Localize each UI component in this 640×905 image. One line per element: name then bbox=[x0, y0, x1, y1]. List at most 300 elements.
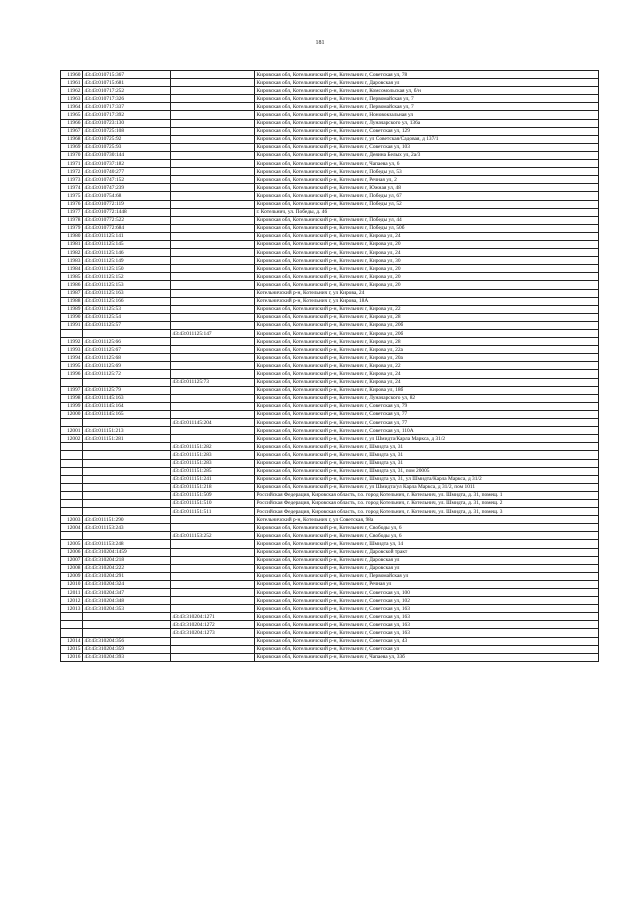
sub-cadastral-number bbox=[171, 249, 255, 257]
row-number bbox=[61, 443, 83, 451]
address: Котельничский р-н, Котельнич г, ул Советская, 98а bbox=[255, 516, 599, 524]
row-number: 11973 bbox=[61, 176, 83, 184]
table-row bbox=[61, 273, 599, 281]
address: Кировская обл, Котельничский р-н, Котельнич г, Кирова ул, 20а bbox=[255, 354, 599, 362]
sub-cadastral-number bbox=[171, 564, 255, 572]
table-row bbox=[61, 119, 599, 127]
table-row bbox=[61, 71, 599, 79]
table-row bbox=[61, 281, 599, 289]
sub-cadastral-number bbox=[171, 313, 255, 321]
cadastral-number bbox=[83, 467, 171, 475]
row-number bbox=[61, 483, 83, 491]
sub-cadastral-number bbox=[171, 160, 255, 168]
address: Кировская обл, Котельничский р-н, Котельнич г, Кирова ул, 20 bbox=[255, 240, 599, 248]
property-register-table bbox=[60, 70, 599, 662]
sub-cadastral-number bbox=[171, 289, 255, 297]
sub-cadastral-number bbox=[171, 240, 255, 248]
row-number: 11965 bbox=[61, 111, 83, 119]
cadastral-number: 43:43:010723:130 bbox=[83, 119, 171, 127]
table-row bbox=[61, 362, 599, 370]
sub-cadastral-number bbox=[171, 354, 255, 362]
cadastral-number: 43:43:010717:337 bbox=[83, 103, 171, 111]
sub-cadastral-number bbox=[171, 362, 255, 370]
sub-cadastral-number: 43:43:011153:252 bbox=[171, 532, 255, 540]
row-number: 11979 bbox=[61, 224, 83, 232]
table-row bbox=[61, 265, 599, 273]
sub-cadastral-number bbox=[171, 297, 255, 305]
table-row bbox=[61, 621, 599, 629]
sub-cadastral-number bbox=[171, 79, 255, 87]
address: Кировская обл, Котельничский р-н, Котельнич г, Кирова ул, 24 bbox=[255, 249, 599, 257]
address: Кировская обл, Котельничский р-н, Котельнич г, Кирова ул, 22а bbox=[255, 346, 599, 354]
table-row bbox=[61, 589, 599, 597]
sub-cadastral-number bbox=[171, 524, 255, 532]
address: Кировская обл, Котельничский р-н, Котельнич г, Свободы ул, 6 bbox=[255, 524, 599, 532]
address: Кировская обл, Котельничский р-н, Котельнич г, Победы ул, 52 bbox=[255, 200, 599, 208]
table-row bbox=[61, 386, 599, 394]
address: Кировская обл, Котельничский р-н, Котельнич г, Первомайская ул, 7 bbox=[255, 103, 599, 111]
cadastral-number: 43:43:010725:93 bbox=[83, 143, 171, 151]
cadastral-number: 43:43:011125:149 bbox=[83, 257, 171, 265]
table-row bbox=[61, 548, 599, 556]
sub-cadastral-number bbox=[171, 95, 255, 103]
table-row bbox=[61, 451, 599, 459]
table-row bbox=[61, 346, 599, 354]
cadastral-number bbox=[83, 483, 171, 491]
cadastral-number: 43:43:011125:53 bbox=[83, 305, 171, 313]
row-number: 11985 bbox=[61, 273, 83, 281]
sub-cadastral-number bbox=[171, 232, 255, 240]
sub-cadastral-number: 43:43:011151:282 bbox=[171, 443, 255, 451]
table-row bbox=[61, 95, 599, 103]
table-row bbox=[61, 160, 599, 168]
sub-cadastral-number bbox=[171, 637, 255, 645]
cadastral-number bbox=[83, 499, 171, 507]
address: Кировская обл, Котельничский р-н, Котельнич г, Советская ул, 163 bbox=[255, 629, 599, 637]
row-number: 12006 bbox=[61, 548, 83, 556]
address: Кировская обл, Котельничский р-н, Котельнич г, Кирова ул, 28 bbox=[255, 313, 599, 321]
sub-cadastral-number bbox=[171, 597, 255, 605]
row-number: 11964 bbox=[61, 103, 83, 111]
cadastral-number: 43:43:011125:69 bbox=[83, 362, 171, 370]
sub-cadastral-number bbox=[171, 548, 255, 556]
sub-cadastral-number bbox=[171, 410, 255, 418]
table-row bbox=[61, 297, 599, 305]
row-number bbox=[61, 532, 83, 540]
cadastral-number: 43:43:011125:145 bbox=[83, 240, 171, 248]
row-number: 11977 bbox=[61, 208, 83, 216]
table-row bbox=[61, 556, 599, 564]
row-number bbox=[61, 459, 83, 467]
table-row bbox=[61, 443, 599, 451]
row-number: 12007 bbox=[61, 556, 83, 564]
address: Кировская обл, Котельничский р-н, Котельнич г, Кирова ул, 20б bbox=[255, 330, 599, 338]
table-row bbox=[61, 176, 599, 184]
address: Кировская обл, Котельничский р-н, Котельнич г, Кирова ул, 18б bbox=[255, 386, 599, 394]
table-row bbox=[61, 605, 599, 613]
address: Кировская обл, Котельничский р-н, Котельнич г, Кирова ул, 30 bbox=[255, 257, 599, 265]
row-number: 11960 bbox=[61, 71, 83, 79]
row-number bbox=[61, 508, 83, 516]
cadastral-number: 43:43:310204:1459 bbox=[83, 548, 171, 556]
sub-cadastral-number: 43:43:011125:73 bbox=[171, 378, 255, 386]
table-row bbox=[61, 127, 599, 135]
sub-cadastral-number bbox=[171, 281, 255, 289]
sub-cadastral-number bbox=[171, 273, 255, 281]
sub-cadastral-number bbox=[171, 346, 255, 354]
row-number: 11963 bbox=[61, 95, 83, 103]
cadastral-number: 43:43:011145:164 bbox=[83, 402, 171, 410]
row-number: 12002 bbox=[61, 435, 83, 443]
table-row bbox=[61, 257, 599, 265]
row-number: 11975 bbox=[61, 192, 83, 200]
address: Кировская обл, Котельничский р-н, Котельнич г, Кирова ул, 24 bbox=[255, 232, 599, 240]
cadastral-number: 43:43:010772:684 bbox=[83, 224, 171, 232]
address: Кировская обл, Котельничский р-н, Котельнич г, Деяина Белых ул, 2а/3 bbox=[255, 151, 599, 159]
address: Кировская обл, Котельничский р-н, Котельнич г, Речная ул, 2 bbox=[255, 176, 599, 184]
address: Кировская обл, Котельничский р-н, Котельнич г, Луначарского ул, 82 bbox=[255, 394, 599, 402]
table-row bbox=[61, 475, 599, 483]
address: Кировская обл, Котельничский р-н, Котельнич г, Советская ул, 102 bbox=[255, 597, 599, 605]
address: Кировская обл, Котельничский р-н, Котельнич г, Чапаева ул, 6 bbox=[255, 160, 599, 168]
address: Кировская обл, Котельничский р-н, Котельнич г, Советская ул, 163 bbox=[255, 613, 599, 621]
cadastral-number: 43:43:011125:146 bbox=[83, 249, 171, 257]
address: Российская Федерация, Кировская область, г.о. город Котельнич, г. Котельнич, ул. Шмидта, д. 31, помещ. 1 bbox=[255, 491, 599, 499]
cadastral-number bbox=[83, 508, 171, 516]
table-row bbox=[61, 330, 599, 338]
sub-cadastral-number bbox=[171, 338, 255, 346]
table-row bbox=[61, 580, 599, 588]
table-row bbox=[61, 151, 599, 159]
address: Кировская обл, Котельничский р-н, Котельнич г, Даровская ул bbox=[255, 79, 599, 87]
cadastral-number: 43:43:011125:150 bbox=[83, 265, 171, 273]
address: Кировская обл, Котельничский р-н, Котельнич г, Победы ул, 67 bbox=[255, 192, 599, 200]
address: Кировская обл, Котельничский р-н, Котельнич г, Шмидта ул, 14 bbox=[255, 540, 599, 548]
cadastral-number bbox=[83, 532, 171, 540]
row-number: 12009 bbox=[61, 572, 83, 580]
cadastral-number: 43:43:011145:165 bbox=[83, 410, 171, 418]
address: Кировская обл, Котельничский р-н, Котельнич г, Советская ул, 79 bbox=[255, 402, 599, 410]
cadastral-number: 43:43:011151:213 bbox=[83, 427, 171, 435]
table-row bbox=[61, 540, 599, 548]
sub-cadastral-number bbox=[171, 321, 255, 329]
sub-cadastral-number bbox=[171, 127, 255, 135]
address: Кировская обл, Котельничский р-н, Котельнич г, Даровская ул bbox=[255, 564, 599, 572]
address: Кировская обл, Котельничский р-н, Котельнич г, Советская ул, 43 bbox=[255, 637, 599, 645]
table-row bbox=[61, 435, 599, 443]
sub-cadastral-number bbox=[171, 192, 255, 200]
table-row bbox=[61, 597, 599, 605]
cadastral-number bbox=[83, 475, 171, 483]
row-number bbox=[61, 475, 83, 483]
table-row bbox=[61, 338, 599, 346]
cadastral-number: 43:43:310204:353 bbox=[83, 605, 171, 613]
address: Кировская обл, Котельничский р-н, Котельнич г, Свободы ул, 6 bbox=[255, 532, 599, 540]
cadastral-number: 43:43:011125:57 bbox=[83, 321, 171, 329]
cadastral-number: 43:43:010725:92 bbox=[83, 135, 171, 143]
sub-cadastral-number bbox=[171, 111, 255, 119]
row-number: 11995 bbox=[61, 362, 83, 370]
cadastral-number: 43:43:011145:163 bbox=[83, 394, 171, 402]
sub-cadastral-number bbox=[171, 645, 255, 653]
cadastral-number: 43:43:011125:68 bbox=[83, 354, 171, 362]
table-row bbox=[61, 208, 599, 216]
table-row bbox=[61, 508, 599, 516]
row-number: 11986 bbox=[61, 281, 83, 289]
row-number bbox=[61, 499, 83, 507]
address: Кировская обл, Котельничский р-н, Котельнич г, Южная ул, 48 bbox=[255, 184, 599, 192]
address: Кировская обл, Котельничский р-н, Котельнич г, Кирова ул, 22 bbox=[255, 305, 599, 313]
sub-cadastral-number bbox=[171, 208, 255, 216]
sub-cadastral-number bbox=[171, 87, 255, 95]
sub-cadastral-number bbox=[171, 168, 255, 176]
table-row bbox=[61, 653, 599, 661]
cadastral-number: 43:43:010725:108 bbox=[83, 127, 171, 135]
table-row bbox=[61, 184, 599, 192]
address: Кировская обл, Котельничский р-н, Котельнич г, Кирова ул, 20б bbox=[255, 321, 599, 329]
row-number: 12011 bbox=[61, 589, 83, 597]
row-number: 11976 bbox=[61, 200, 83, 208]
cadastral-number: 43:43:310204:347 bbox=[83, 589, 171, 597]
cadastral-number: 43:43:310204:218 bbox=[83, 556, 171, 564]
sub-cadastral-number: 43:43:011145:204 bbox=[171, 419, 255, 427]
cadastral-number: 43:43:011153:243 bbox=[83, 524, 171, 532]
cadastral-number: 43:43:010717:252 bbox=[83, 87, 171, 95]
sub-cadastral-number bbox=[171, 540, 255, 548]
row-number: 11998 bbox=[61, 394, 83, 402]
address: Кировская обл, Котельничский р-н, Котельнич г, Луначарского ул, 136а bbox=[255, 119, 599, 127]
row-number bbox=[61, 613, 83, 621]
address: г. Котельнич, ул. Победы, д. 46 bbox=[255, 208, 599, 216]
row-number bbox=[61, 621, 83, 629]
row-number: 11996 bbox=[61, 370, 83, 378]
cadastral-number: 43:43:011125:66 bbox=[83, 338, 171, 346]
row-number: 11997 bbox=[61, 386, 83, 394]
cadastral-number: 43:43:310204:393 bbox=[83, 653, 171, 661]
sub-cadastral-number bbox=[171, 103, 255, 111]
cadastral-number: 43:43:011125:166 bbox=[83, 297, 171, 305]
cadastral-number: 43:43:310204:359 bbox=[83, 645, 171, 653]
table-row bbox=[61, 532, 599, 540]
cadastral-number bbox=[83, 491, 171, 499]
sub-cadastral-number bbox=[171, 386, 255, 394]
table-row bbox=[61, 87, 599, 95]
sub-cadastral-number bbox=[171, 435, 255, 443]
row-number: 11992 bbox=[61, 338, 83, 346]
sub-cadastral-number bbox=[171, 257, 255, 265]
row-number: 11972 bbox=[61, 168, 83, 176]
table-row bbox=[61, 232, 599, 240]
table-row bbox=[61, 200, 599, 208]
table-row bbox=[61, 499, 599, 507]
address: Кировская обл, Котельничский р-н, Котельнич г, Первомайская ул bbox=[255, 572, 599, 580]
sub-cadastral-number bbox=[171, 572, 255, 580]
table-row bbox=[61, 354, 599, 362]
address: Кировская обл, Котельничский р-н, Котельнич г, Советская ул, 103 bbox=[255, 143, 599, 151]
table-row bbox=[61, 79, 599, 87]
cadastral-number: 43:43:010772:119 bbox=[83, 200, 171, 208]
row-number bbox=[61, 629, 83, 637]
table-row bbox=[61, 637, 599, 645]
sub-cadastral-number: 43:43:310204:1272 bbox=[171, 621, 255, 629]
table-row bbox=[61, 143, 599, 151]
table-row bbox=[61, 216, 599, 224]
cadastral-number: 43:43:010730:144 bbox=[83, 151, 171, 159]
table-row bbox=[61, 467, 599, 475]
cadastral-number: 43:43:011125:79 bbox=[83, 386, 171, 394]
address: Кировская обл, Котельничский р-н, Котельнич г, Шмидта ул, 31 bbox=[255, 459, 599, 467]
cadastral-number: 43:43:010717:326 bbox=[83, 95, 171, 103]
sub-cadastral-number bbox=[171, 224, 255, 232]
table-row bbox=[61, 516, 599, 524]
sub-cadastral-number bbox=[171, 135, 255, 143]
table-row bbox=[61, 491, 599, 499]
sub-cadastral-number bbox=[171, 427, 255, 435]
row-number: 11991 bbox=[61, 321, 83, 329]
cadastral-number: 43:43:011125:72 bbox=[83, 370, 171, 378]
sub-cadastral-number: 43:43:011151:283 bbox=[171, 451, 255, 459]
sub-cadastral-number bbox=[171, 216, 255, 224]
table-row bbox=[61, 629, 599, 637]
table-row bbox=[61, 135, 599, 143]
sub-cadastral-number bbox=[171, 516, 255, 524]
address: Кировская обл, Котельничский р-н, Котельнич г, Советская ул, 129 bbox=[255, 127, 599, 135]
address: Кировская обл, Котельничский р-н, Котельнич г, Советская ул bbox=[255, 645, 599, 653]
row-number: 12013 bbox=[61, 605, 83, 613]
row-number: 11999 bbox=[61, 402, 83, 410]
sub-cadastral-number: 43:43:310204:1273 bbox=[171, 629, 255, 637]
table-row bbox=[61, 459, 599, 467]
address: Кировская обл, Котельничский р-н, Котельнич г, Советская ул, 163 bbox=[255, 621, 599, 629]
cadastral-number bbox=[83, 459, 171, 467]
address: Кировская обл, Котельничский р-н, Котельнич г, Победы ул, 44 bbox=[255, 216, 599, 224]
sub-cadastral-number bbox=[171, 556, 255, 564]
row-number: 11966 bbox=[61, 119, 83, 127]
table-row bbox=[61, 483, 599, 491]
cadastral-number bbox=[83, 378, 171, 386]
address: Российская Федерация, Кировская область, г.о. город Котельнич, г. Котельнич, ул. Шмидта, д. 31, помещ. 3 bbox=[255, 508, 599, 516]
row-number: 11989 bbox=[61, 305, 83, 313]
sub-cadastral-number: 43:43:011151:241 bbox=[171, 475, 255, 483]
sub-cadastral-number bbox=[171, 653, 255, 661]
sub-cadastral-number bbox=[171, 151, 255, 159]
address: Кировская обл, Котельничский р-н, Котельнич г, ул Шмидта/ул Карла Маркса, д 31/2, пом 1011 bbox=[255, 483, 599, 491]
address: Кировская обл, Котельничский р-н, Котельнич г, Советская ул, 77 bbox=[255, 419, 599, 427]
row-number: 11994 bbox=[61, 354, 83, 362]
row-number: 11987 bbox=[61, 289, 83, 297]
address: Кировская обл, Котельничский р-н, Котельнич г, Шмидта ул, 31, ул Шмидта/Карла Маркса, д 31/2 bbox=[255, 475, 599, 483]
sub-cadastral-number bbox=[171, 402, 255, 410]
address: Кировская обл, Котельничский р-н, Котельнич г, Речная ул bbox=[255, 580, 599, 588]
table-row bbox=[61, 564, 599, 572]
table-row bbox=[61, 249, 599, 257]
address: Кировская обл, Котельничский р-н, Котельнич г, Кирова ул, 28 bbox=[255, 338, 599, 346]
sub-cadastral-number bbox=[171, 143, 255, 151]
address: Кировская обл, Котельничский р-н, Котельнич г, Советская ул, 110А bbox=[255, 427, 599, 435]
table-row bbox=[61, 168, 599, 176]
cadastral-number: 43:43:010772:522 bbox=[83, 216, 171, 224]
address: Кировская обл, Котельничский р-н, Котельнич г, Советская ул, 163 bbox=[255, 605, 599, 613]
sub-cadastral-number: 43:43:011151:510 bbox=[171, 499, 255, 507]
cadastral-number: 43:43:310204:348 bbox=[83, 597, 171, 605]
address: Кировская обл, Котельничский р-н, Котельнич г, Кирова ул, 20 bbox=[255, 281, 599, 289]
table-row bbox=[61, 394, 599, 402]
sub-cadastral-number bbox=[171, 394, 255, 402]
address: Кировская обл, Котельничский р-н, Котельнич г, Победы ул, 50б bbox=[255, 224, 599, 232]
table-row bbox=[61, 419, 599, 427]
row-number bbox=[61, 451, 83, 459]
row-number: 11993 bbox=[61, 346, 83, 354]
address: Кировская обл, Котельничский р-н, Котельнич г, Ноновокзальная ул bbox=[255, 111, 599, 119]
row-number: 11968 bbox=[61, 135, 83, 143]
register-body bbox=[61, 71, 599, 662]
address: Кировская обл, Котельничский р-н, Котельнич г, Победы ул, 53 bbox=[255, 168, 599, 176]
sub-cadastral-number bbox=[171, 119, 255, 127]
row-number: 12010 bbox=[61, 580, 83, 588]
table-row bbox=[61, 224, 599, 232]
row-number: 12003 bbox=[61, 516, 83, 524]
table-row bbox=[61, 572, 599, 580]
row-number: 11974 bbox=[61, 184, 83, 192]
sub-cadastral-number: 43:43:310204:1271 bbox=[171, 613, 255, 621]
address: Кировская обл, Котельничский р-н, Котельнич г, Шмидта ул, 31 bbox=[255, 443, 599, 451]
cadastral-number bbox=[83, 443, 171, 451]
sub-cadastral-number: 43:43:011151:509 bbox=[171, 491, 255, 499]
cadastral-number: 43:43:010772:1448 bbox=[83, 208, 171, 216]
cadastral-number bbox=[83, 419, 171, 427]
table-row bbox=[61, 305, 599, 313]
cadastral-number bbox=[83, 330, 171, 338]
address: Кировская обл, Котельничский р-н, Котельнич г, Первомайская ул, 7 bbox=[255, 95, 599, 103]
page-number: 181 bbox=[315, 40, 325, 46]
address: Российская Федерация, Кировская область, г.о. город Котельнич, г. Котельнич, ул. Шмидта, д. 31, помещ. 2 bbox=[255, 499, 599, 507]
row-number: 11988 bbox=[61, 297, 83, 305]
row-number: 11970 bbox=[61, 151, 83, 159]
address: Кировская обл, Котельничский р-н, Котельнич г, ул Советская/Садовая, д 137/1 bbox=[255, 135, 599, 143]
cadastral-number bbox=[83, 621, 171, 629]
row-number bbox=[61, 330, 83, 338]
table-row bbox=[61, 370, 599, 378]
row-number: 12014 bbox=[61, 637, 83, 645]
table-row bbox=[61, 321, 599, 329]
address: Кировская обл, Котельничский р-н, Котельнич г, Советская ул, 77 bbox=[255, 410, 599, 418]
cadastral-number bbox=[83, 451, 171, 459]
row-number: 11990 bbox=[61, 313, 83, 321]
address: Кировская обл, Котельничский р-н, Котельнич г, Шмидта ул, 31, пом 20005 bbox=[255, 467, 599, 475]
row-number: 11967 bbox=[61, 127, 83, 135]
address: Кировская обл, Котельничский р-н, Котельнич г, Кирова ул, 22 bbox=[255, 362, 599, 370]
sub-cadastral-number bbox=[171, 580, 255, 588]
address: Котельничский р-н, Котельнич г, ул Кирова, 24 bbox=[255, 289, 599, 297]
sub-cadastral-number: 43:43:011151:283 bbox=[171, 459, 255, 467]
table-row bbox=[61, 613, 599, 621]
cadastral-number: 43:43:011151:290 bbox=[83, 516, 171, 524]
sub-cadastral-number: 43:43:011151:285 bbox=[171, 467, 255, 475]
address: Кировская обл, Котельничский р-н, Котельнич г, ул Шмидта/Карла Маркса, д 31/2 bbox=[255, 435, 599, 443]
table-row bbox=[61, 240, 599, 248]
row-number bbox=[61, 378, 83, 386]
cadastral-number: 43:43:010717:392 bbox=[83, 111, 171, 119]
cadastral-number: 43:43:011153:248 bbox=[83, 540, 171, 548]
table-row bbox=[61, 103, 599, 111]
row-number: 12001 bbox=[61, 427, 83, 435]
table-row bbox=[61, 192, 599, 200]
table-row bbox=[61, 645, 599, 653]
address: Кировская обл, Котельничский р-н, Котельнич г, Комсомольская ул, б/н bbox=[255, 87, 599, 95]
row-number: 11984 bbox=[61, 265, 83, 273]
address: Кировская обл, Котельничский р-н, Котельнич г, Кирова ул, 24 bbox=[255, 370, 599, 378]
address: Кировская обл, Котельничский р-н, Котельнич г, Чапаева ул, 33б bbox=[255, 653, 599, 661]
